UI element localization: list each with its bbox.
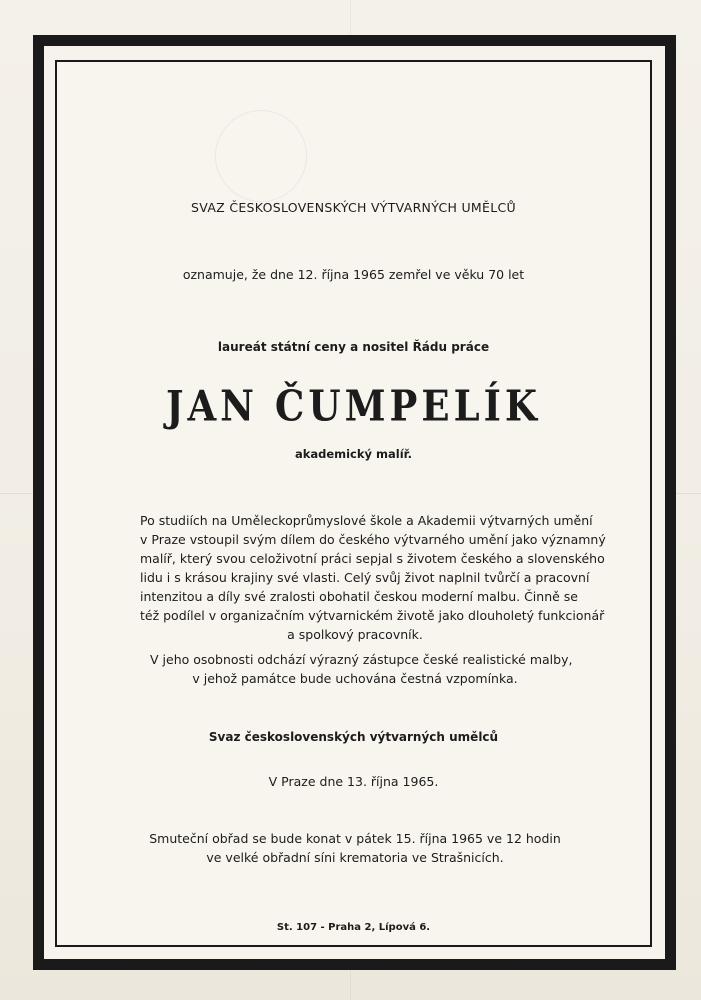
biography-line: též podílel v organizačním výtvarnickém životě jako dlouholetý funkcionář [140,608,605,623]
deceased-profession: akademický malíř. [294,447,413,461]
death-announcement: oznamuje, že dne 12. října 1965 zemřel ve věku 70 let [182,267,525,282]
biography-line: intenzitou a díly své zralosti obohatil českou moderní malbu. Činně se [140,589,578,604]
signature-organization: Svaz československých výtvarných umělců [208,730,499,744]
funeral-notice [140,829,570,867]
biography-paragraph [140,511,606,644]
biography-line: lidu i s krásou krajiny své vlasti. Celý svůj život naplnil tvůrčí a pracovní [140,570,590,585]
obituary-content [57,62,650,945]
tribute-paragraph [150,650,573,688]
place-and-date: V Praze dne 13. října 1965. [268,774,439,789]
organization-title: SVAZ ČESKOSLOVENSKÝCH VÝTVARNÝCH UMĚLCŮ [191,200,516,215]
tribute-line: v jehož památce bude uchována čestná vzpomínka. [192,671,518,686]
printer-imprint: St. 107 - Praha 2, Lípová 6. [276,922,431,933]
biography-line: Po studiích na Uměleckoprůmyslové škole a Akademii výtvarných umění [140,513,593,528]
funeral-line: ve velké obřadní síni krematoria ve Strašnicích. [206,850,504,865]
deceased-name: JAN ČUMPELÍK [165,380,542,431]
honors-line: laureát státní ceny a nositel Řádu práce [217,340,490,354]
biography-line: a spolkový pracovník. [287,627,423,642]
biography-line: malíř, který svou celoživotní práci sepjal s životem českého a slovenského [140,551,605,566]
biography-line: v Praze vstoupil svým dílem do českého výtvarného umění jako významný [140,532,606,547]
funeral-line: Smuteční obřad se bude konat v pátek 15. října 1965 ve 12 hodin [149,831,561,846]
tribute-line: V jeho osobnosti odchází výrazný zástupce české realistické malby, [150,652,573,667]
